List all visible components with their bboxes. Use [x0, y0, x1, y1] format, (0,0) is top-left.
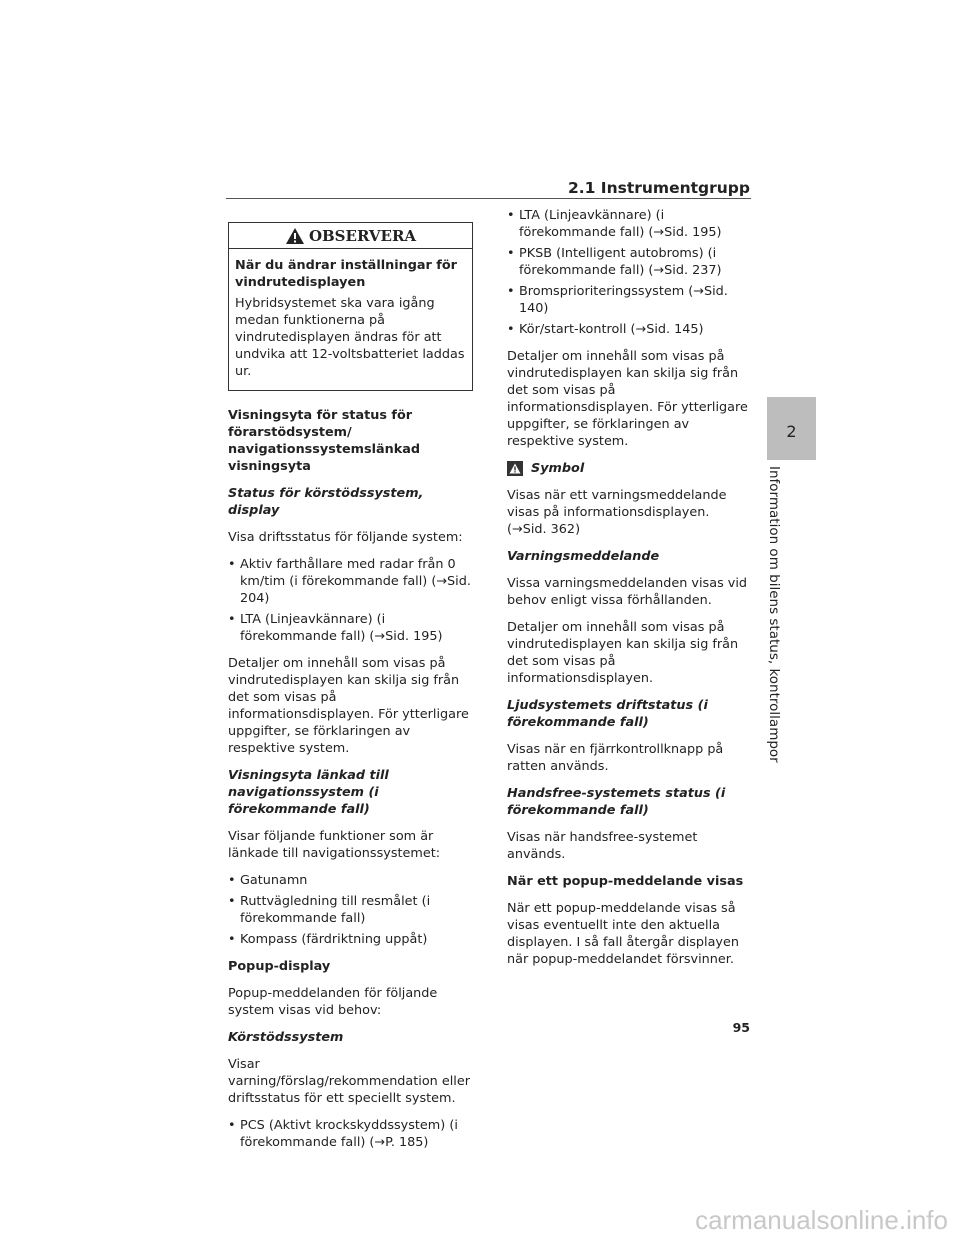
- symbol-label: Symbol: [531, 461, 585, 476]
- header-title: 2.1 Instrumentgrupp: [567, 179, 750, 197]
- paragraph: Detaljer om innehåll som visas på vindrutedisplayen kan skilja sig från det som visas på informationsdisplayen. För ytterligare uppgifter, se förklaringen av respektive system.: [507, 349, 748, 449]
- paragraph: Detaljer om innehåll som visas på vindrutedisplayen kan skilja sig från det som visas på informationsdisplayen.: [507, 620, 739, 686]
- subheading-audio-status: Ljudsystemets driftstatus (i förekommande fall): [507, 698, 708, 730]
- list-item: • Ruttvägledning till resmålet (i förekommande fall): [228, 893, 473, 927]
- list-item: • Kör/start-kontroll (→Sid. 145): [507, 321, 752, 338]
- page-number: 95: [732, 1020, 750, 1035]
- list-item: • PCS (Aktivt krockskyddssystem) (i förekommande fall) (→P. 185): [228, 1117, 473, 1151]
- paragraph: Detaljer om innehåll som visas på vindrutedisplayen kan skilja sig från det som visas på informationsdisplayen. För ytterligare uppgifter, se förklaringen av respektive system.: [228, 656, 469, 756]
- warning-box: [228, 222, 473, 391]
- paragraph: Visas när ett varningsmeddelande visas på informationsdisplayen. (→Sid. 362): [507, 488, 727, 537]
- paragraph: Visa driftsstatus för följande system:: [228, 530, 463, 545]
- list-item: • LTA (Linjeavkännare) (i förekommande fall) (→Sid. 195): [228, 611, 473, 645]
- header-rule: [226, 198, 751, 199]
- right-column: [507, 207, 752, 978]
- paragraph: Visas när en fjärrkontrollknapp på ratten används.: [507, 742, 724, 774]
- subheading-handsfree-status: Handsfree-systemets status (i förekommande fall): [507, 786, 726, 818]
- chapter-title: Information om bilens status, kontrollampor: [766, 466, 782, 763]
- warning-heading: När du ändrar inställningar för vindrutedisplayen: [235, 258, 457, 290]
- subheading-driver-assist-status: Status för körstödssystem, display: [228, 486, 424, 518]
- paragraph: När ett popup-meddelande visas så visas eventuellt inte den aktuella displayen. I så fall återgår displayen när popup-meddelandet försvinner.: [507, 901, 739, 967]
- paragraph: Visas när handsfree-systemet används.: [507, 830, 698, 862]
- chapter-side-label: [766, 466, 788, 763]
- warning-title: OBSERVERA: [308, 226, 417, 245]
- list-item: • Bromsprioriteringssystem (→Sid. 140): [507, 283, 752, 317]
- chapter-number: 2: [786, 422, 797, 441]
- paragraph: Popup-meddelanden för följande system visas vid behov:: [228, 986, 438, 1018]
- left-column: [228, 222, 473, 1155]
- warning-symbol-icon: [507, 461, 523, 476]
- warning-title-bar: [229, 223, 472, 249]
- list-item: • Aktiv farthållare med radar från 0 km/tim (i förekommande fall) (→Sid. 204): [228, 556, 473, 607]
- subheading-navigation-area: Visningsyta länkad till navigationssystem (i förekommande fall): [228, 768, 389, 817]
- warning-body: [229, 249, 472, 390]
- chapter-tab: [767, 397, 816, 460]
- section-heading: Visningsyta för status för förarstödsystem/ navigationssystemslänkad visningsyta: [228, 408, 421, 474]
- symbol-heading: [507, 460, 752, 477]
- list-item: • Kompass (färdriktning uppåt): [228, 931, 473, 948]
- list-item: • Gatunamn: [228, 872, 473, 889]
- list-item: • PKSB (Intelligent autobroms) (i förekommande fall) (→Sid. 237): [507, 245, 752, 279]
- list-item: • LTA (Linjeavkännare) (i förekommande fall) (→Sid. 195): [507, 207, 752, 241]
- watermark: carmanualsonline.info: [695, 1205, 948, 1235]
- heading-popup-shown: När ett popup-meddelande visas: [507, 874, 744, 889]
- subheading-warning-message: Varningsmeddelande: [507, 549, 660, 564]
- paragraph: Visar varning/förslag/rekommendation eller driftsstatus för ett speciellt system.: [228, 1057, 470, 1106]
- subheading-driver-assist: Körstödssystem: [228, 1030, 344, 1045]
- warning-triangle-icon: [285, 227, 305, 245]
- paragraph: Visar följande funktioner som är länkade till navigationssystemet:: [228, 829, 441, 861]
- warning-text: Hybridsystemet ska vara igång medan funktionerna på vindrutedisplayen ändras för att undvika att 12-voltsbatteriet laddas ur.: [235, 296, 465, 379]
- paragraph: Vissa varningsmeddelanden visas vid behov enligt vissa förhållanden.: [507, 576, 748, 608]
- heading-popup-display: Popup-display: [228, 959, 331, 974]
